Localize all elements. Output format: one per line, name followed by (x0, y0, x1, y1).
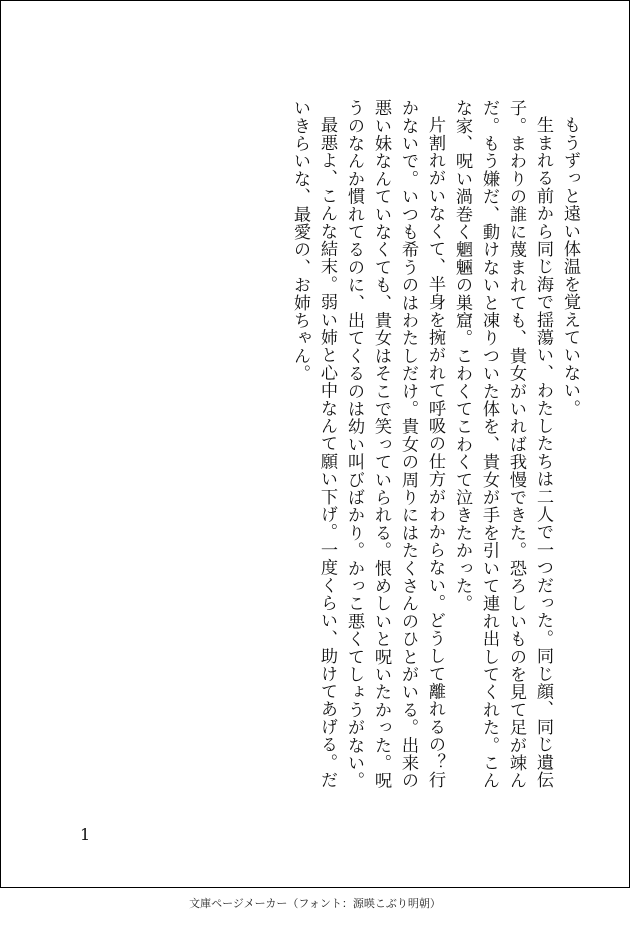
footer-credit: 文庫ページメーカー（フォント：源暎こぶり明朝） (189, 897, 441, 910)
paragraph-2: 生まれる前から同じ海で揺蕩い、わたしたちは二人で一つだった。同じ顔、同じ遺伝子。まわりの誰に蔑まれても、貴女がいれば我慢できた。恐ろしいものを見て足が竦んだ。もう嫌だ、動けないと凍りついた体を、貴女が手を引いて連れ出してくれた。こんな家、呪い渦巻く魍魎の巣窟。こわくてこわくて泣きたかった。 (452, 99, 553, 790)
paragraph-4: 最悪よ、こんな結末。弱い姉と心中なんて願い下げ。一度くらい、助けてあげる。だいきらいな、最愛の、お姉ちゃん。 (290, 99, 337, 789)
paragraph-3: 片割れがいなくて、半身を捥がれて呼吸の仕方がわからない。どうして離れるの？行かないで。いつも希うのはわたしだけ。貴女の周りにはたくさんのひとがいる。出来の悪い妹なんていなくても、貴女はそこで笑っていられる。恨めしいと呪いたかった。呪うのなんか慣れてるのに、出てくるのは幼い叫びばかり。かっこ悪くてしょうがない。 (344, 99, 445, 790)
paragraph-1: もうずっと遠い体温を覚えていない。 (560, 116, 580, 418)
vertical-text-body (286, 99, 583, 799)
page-number: 1 (80, 825, 91, 844)
